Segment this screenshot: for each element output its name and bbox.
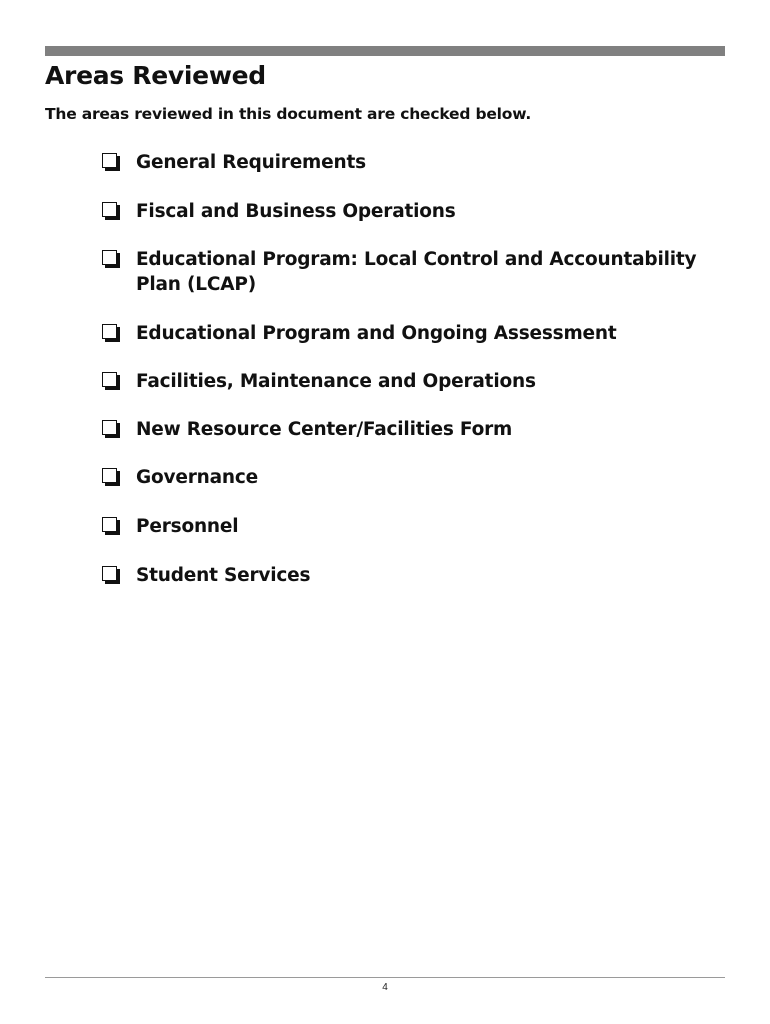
checklist-item-facilities[interactable] [102,369,702,394]
checkbox-icon[interactable] [102,372,121,391]
checklist-item-ongoing-assessment[interactable] [102,321,702,346]
areas-checklist [102,150,702,588]
checklist-item-label: Educational Program: Local Control and Accountability Plan (LCAP) [136,249,697,295]
checklist-item-label: Personnel [136,516,239,537]
checkbox-icon[interactable] [102,250,121,269]
checklist-item-label: New Resource Center/Facilities Form [136,419,513,440]
checklist-item-personnel[interactable] [102,514,702,539]
checklist-item-label: Facilities, Maintenance and Operations [136,371,536,392]
checklist-item-resource-center[interactable] [102,417,702,442]
checkbox-icon[interactable] [102,566,121,585]
checklist-item-governance[interactable] [102,465,702,490]
checkbox-icon[interactable] [102,517,121,536]
checklist-item-lcap[interactable] [102,247,702,297]
checklist-item-fiscal-business[interactable] [102,199,702,224]
header-rule [45,46,725,56]
page-title: Areas Reviewed [45,61,266,90]
checklist-item-label: General Requirements [136,152,366,173]
checklist-item-label: Governance [136,467,258,488]
page-number: 4 [382,982,388,993]
page-subtitle: The areas reviewed in this document are checked below. [45,105,532,123]
checkbox-icon[interactable] [102,468,121,487]
checklist-item-general-requirements[interactable] [102,150,702,175]
checkbox-icon[interactable] [102,420,121,439]
checklist-item-student-services[interactable] [102,563,702,588]
checklist-item-label: Student Services [136,565,311,586]
checklist-item-label: Fiscal and Business Operations [136,201,456,222]
checkbox-icon[interactable] [102,324,121,343]
footer-rule [45,977,725,978]
checklist-item-label: Educational Program and Ongoing Assessment [136,323,617,344]
checkbox-icon[interactable] [102,202,121,221]
checkbox-icon[interactable] [102,153,121,172]
